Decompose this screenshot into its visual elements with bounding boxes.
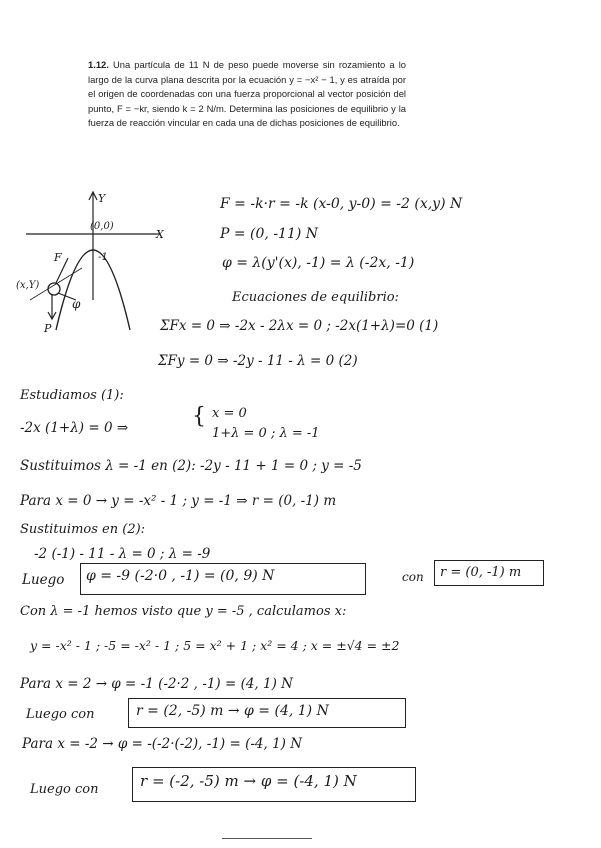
line-substitute-heading: Sustituimos en (2): [20,522,146,537]
sketch-y-label: Y [98,192,106,205]
line-luego-2: Luego con [26,707,95,722]
line-substitute-lambda: Sustituimos λ = -1 en (2): -2y - 11 + 1 = 0 ; y = -5 [20,458,362,474]
sketch-force-label: F [54,251,62,264]
sketch-reaction-label: φ [72,297,81,311]
brace-icon: { [192,404,206,429]
sketch-tick-label: -1 [98,252,108,263]
result-reaction-1: φ = -9 (-2·0 , -1) = (0, 9) N [86,568,275,584]
line-force-definition: F = -k·r = -k (x-0, y-0) = -2 (x,y) N [220,196,463,212]
result-position-2: r = (2, -5) m → φ = (4, 1) N [136,703,329,719]
line-lambda-minus-9: -2 (-1) - 11 - λ = 0 ; λ = -9 [34,546,211,562]
problem-text: Una partícula de 11 N de peso puede moverse sin rozamiento a lo largo de la curva plana descrita por la ecuación y = −x² − 1, y es atraída por el origen de coordenadas con una fuerza proporcional al vector posición del punto, F = −kr, siendo k = 2 N/m. Determina las posiciones de equilibrio y la fuerza de reacción vincular en cada una de dichas posiciones de equilibrio. [88,59,406,129]
line-luego-3: Luego con [30,782,99,797]
line-equation-1: ΣFx = 0 ⇒ -2x - 2λx = 0 ; -2x(1+λ)=0 (1) [160,318,439,334]
sketch-x-label: X [156,228,164,241]
line-con-1: con [402,570,424,584]
line-case-x-zero: Para x = 0 → y = -x² - 1 ; y = -1 ⇒ r = (0, -1) m [20,493,337,509]
line-x-minus-2: Para x = -2 → φ = -(-2·(-2), -1) = (-4, 1) N [22,736,303,752]
sketch-point-label: (x,Y) [16,280,40,291]
sketch-weight-label: P [44,322,52,335]
line-lambda-minus-1: Con λ = -1 hemos visto que y = -5 , calculamos x: [20,604,347,619]
line-case-split: -2x (1+λ) = 0 ⇒ [20,420,129,436]
line-study-heading: Estudiamos (1): [20,388,124,403]
line-luego-1: Luego [22,572,65,588]
footer-rule [222,838,312,839]
line-x-plus-2: Para x = 2 → φ = -1 (-2·2 , -1) = (4, 1) N [20,676,293,692]
line-equation-2: ΣFy = 0 ⇒ -2y - 11 - λ = 0 (2) [158,353,358,369]
sketch-origin-label: (0,0) [90,221,114,232]
line-reaction: φ = λ(y'(x), -1) = λ (-2x, -1) [222,255,415,271]
problem-number: 1.12. [88,59,109,70]
result-position-3: r = (-2, -5) m → φ = (-4, 1) N [140,772,357,790]
result-position-1: r = (0, -1) m [440,565,522,580]
line-case-lambda: 1+λ = 0 ; λ = -1 [212,426,320,441]
line-equilibrium-heading: Ecuaciones de equilibrio: [232,290,399,305]
line-case-x0: x = 0 [212,406,247,421]
line-weight: P = (0, -11) N [220,226,319,242]
line-solve-x: y = -x² - 1 ; -5 = -x² - 1 ; 5 = x² + 1 ; x² = 4 ; x = ±√4 = ±2 [30,638,400,653]
